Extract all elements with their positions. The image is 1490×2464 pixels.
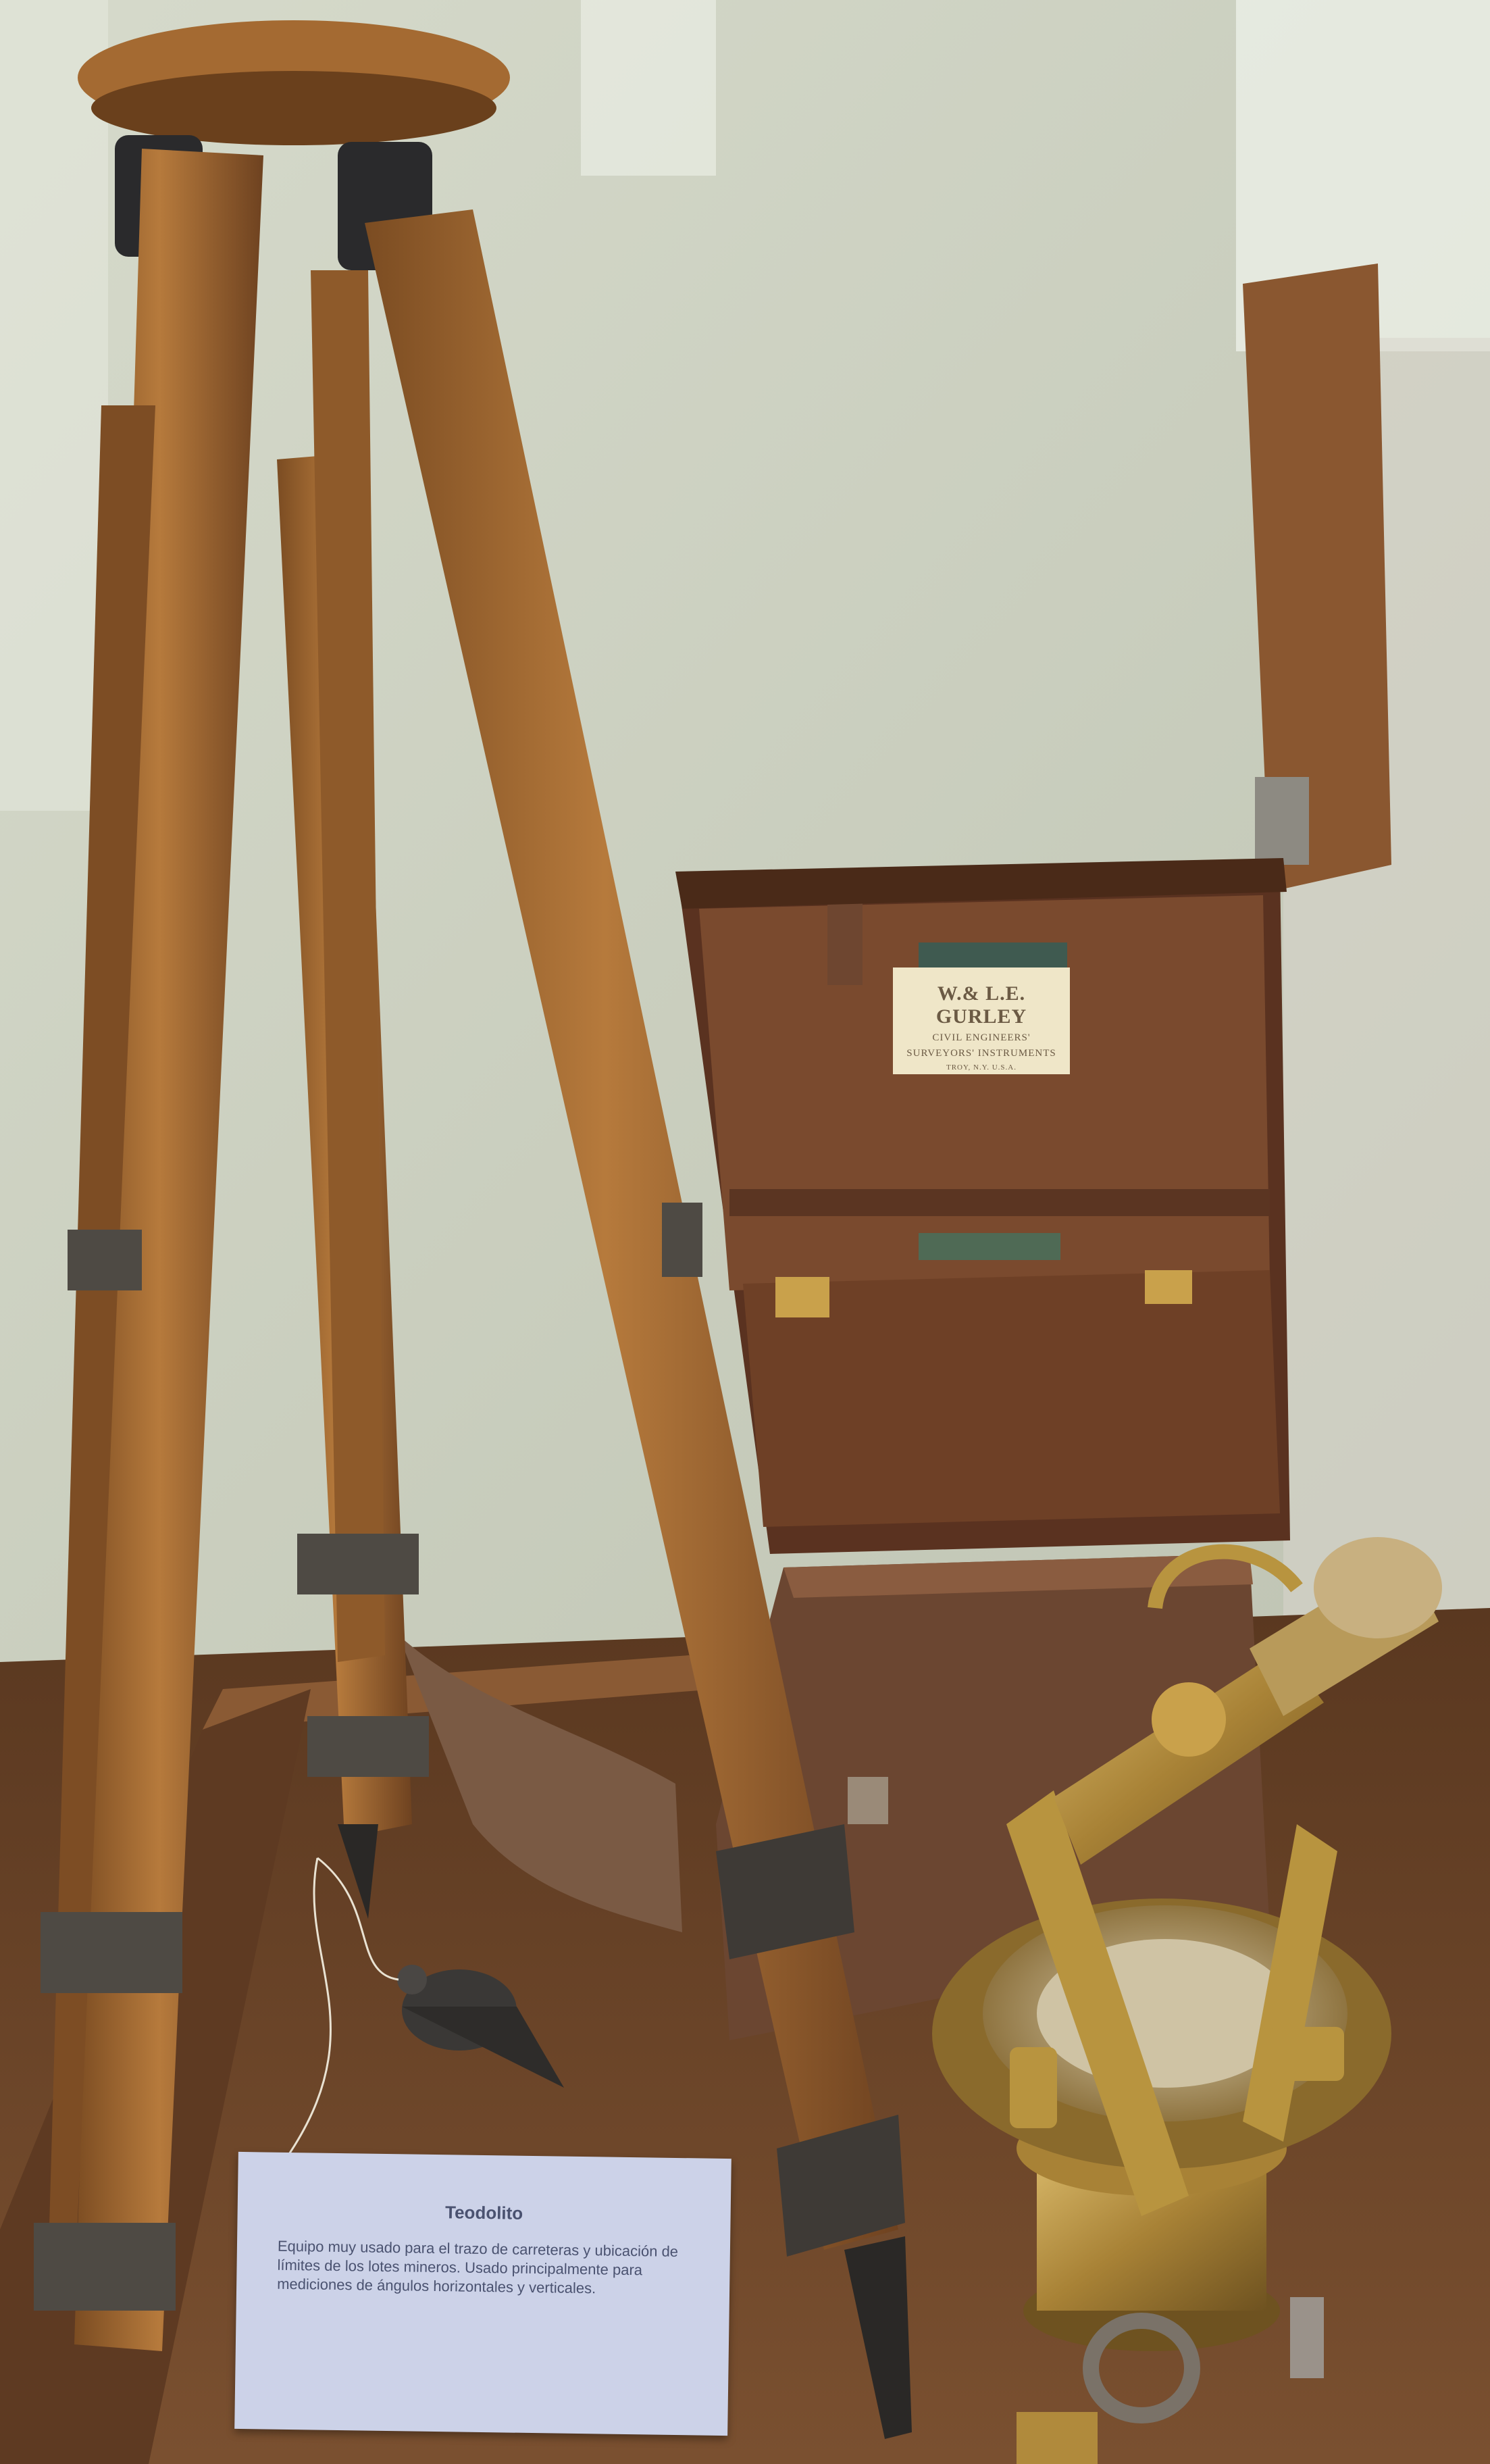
exhibit-description: Equipo muy usado para el trazo de carreteras y ubicación de límites de los lotes mineros. Usado principalmente para mediciones de ángulos horizontales y verticales. [277,2237,679,2297]
glass-reflection-left [0,0,108,811]
brass-cylinder [1017,2412,1098,2464]
back-leg-clamp [297,1534,419,1594]
maker-line-3: TROY, N.Y. U.S.A. [946,1063,1017,1072]
exhibit-title: Teodolito [444,2202,523,2223]
leather-strap-buckle [848,1777,888,1824]
left-leg-clamp-low [41,1912,182,1993]
glass-reflection-top [581,0,716,176]
maker-label-plate [893,967,1070,1074]
frame-bracket [1255,777,1309,865]
left-leg-clamp-mid [68,1230,142,1290]
back-leg-clamp-low [307,1716,429,1777]
maker-line-2: SURVEYORS' INSTRUMENTS [906,1048,1056,1059]
maker-line-1: CIVIL ENGINEERS' [932,1032,1031,1043]
maker-brand: W.& L.E. GURLEY [935,982,1027,1028]
instrument-box [675,858,1290,1554]
left-leg-clamp-foot [34,2223,176,2311]
front-leg-clamp-mid [662,1203,702,1277]
exhibit-info-card [234,2152,731,2436]
small-metal-part [1290,2297,1324,2378]
tripod-head-shadow [91,71,496,145]
